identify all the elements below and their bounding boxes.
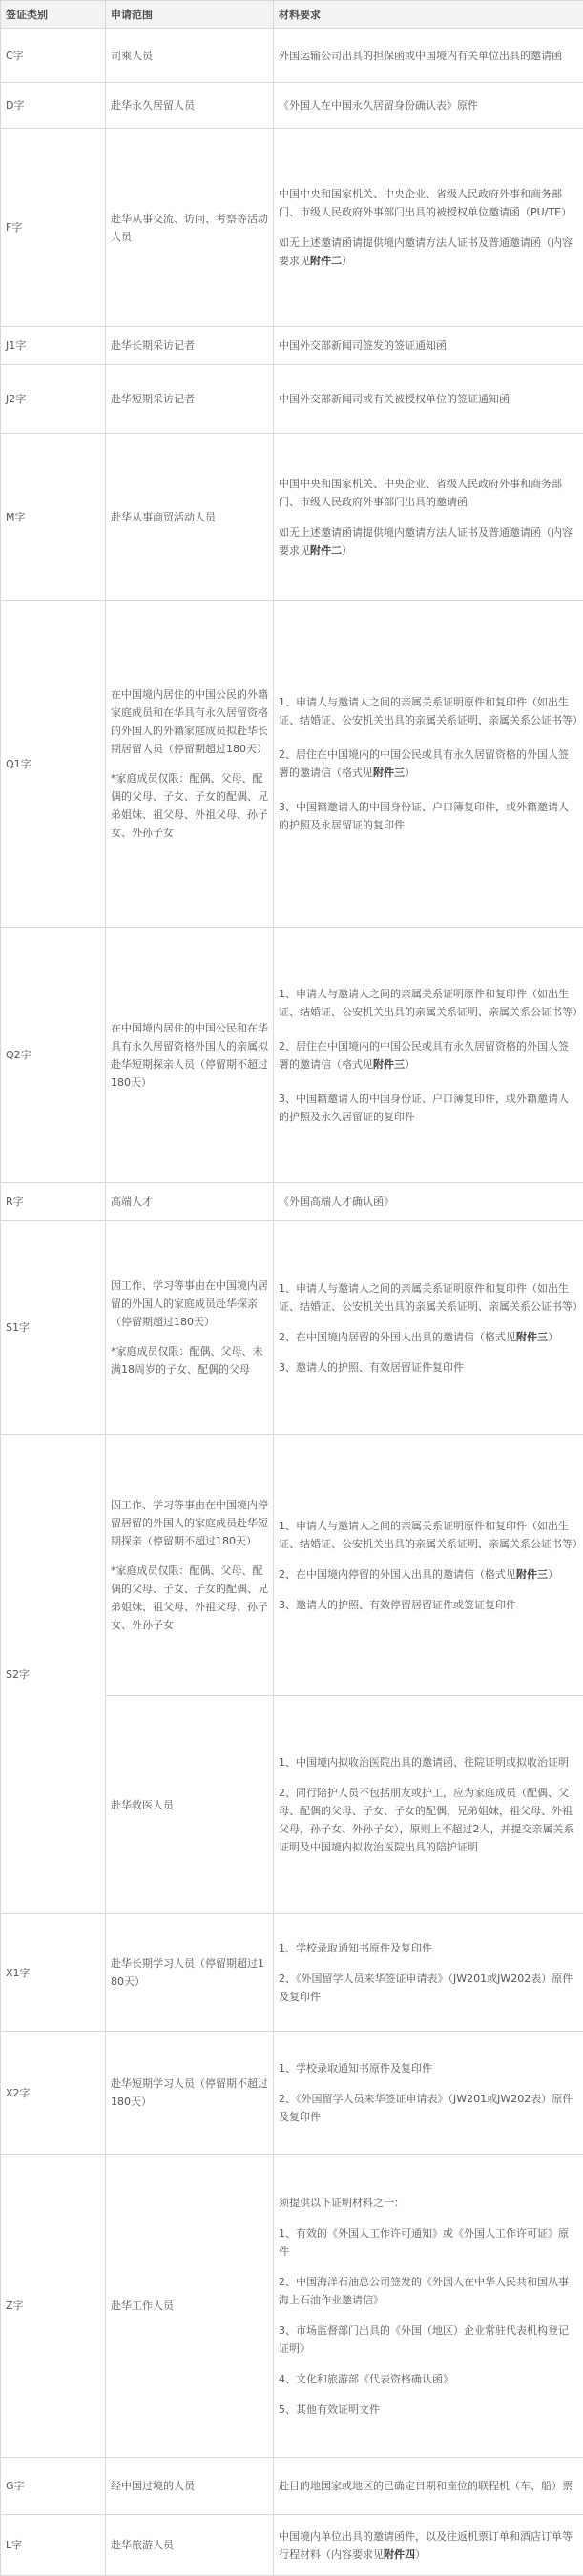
requirement-item: 5、其他有效证明文件 bbox=[279, 2401, 578, 2419]
material-requirements-cell bbox=[274, 129, 583, 327]
family-member-note: *家庭成员仅限：配偶、父母、配偶的父母、子女、子女的配偶、兄弟姐妹、祖父母、外祖父母、孙子女、外孙子女 bbox=[111, 769, 268, 842]
visa-category-cell: L字 bbox=[1, 2515, 106, 2576]
material-requirements-cell bbox=[274, 1696, 583, 1914]
table-row bbox=[1, 1183, 583, 1221]
material-requirements-cell: 《外国人在中国永久居留身份确认表》原件 bbox=[274, 83, 583, 129]
attachment-reference: 附件二 bbox=[310, 544, 342, 557]
attachment-reference: 附件四 bbox=[384, 2548, 415, 2561]
visa-category-cell: S1字 bbox=[1, 1221, 106, 1435]
family-member-note: *家庭成员仅限：配偶、父母、未满18周岁的子女、配偶的父母 bbox=[111, 1342, 268, 1379]
table-row bbox=[1, 2515, 583, 2576]
requirement-item: 3、中国籍邀请人的中国身份证、户口簿复印件，或外籍邀请人的护照及永居留证的复印件 bbox=[279, 798, 578, 834]
requirement-item: 1、申请人与邀请人之间的亲属关系证明原件和复印件（如出生证、结婚证、公安机关出具的亲属关系证明、亲属关系公证书等） bbox=[279, 1279, 578, 1316]
requirement-item: 3、邀请人的护照、有效停留居留证件或签证复印件 bbox=[279, 1596, 578, 1614]
table-row bbox=[1, 1435, 583, 1696]
requirement-item: 1、申请人与邀请人之间的亲属关系证明原件和复印件（如出生证、结婚证、公安机关出具的亲属关系证明、亲属关系公证书等） bbox=[279, 1517, 578, 1553]
table-row bbox=[1, 365, 583, 434]
visa-category-cell: Q2字 bbox=[1, 928, 106, 1183]
table-row bbox=[1, 601, 583, 928]
material-requirements-cell bbox=[274, 1435, 583, 1696]
material-requirements-cell: 外国运输公司出具的担保函或中国境内有关单位出具的邀请函 bbox=[274, 29, 583, 83]
requirement-item: 2、居住在中国境内的中国公民或具有永久居留资格的外国人签署的邀请信（格式见附件三） bbox=[279, 746, 578, 782]
application-scope-cell: 赴华永久居留人员 bbox=[106, 83, 274, 129]
material-requirements-cell bbox=[274, 2032, 583, 2155]
table-row bbox=[1, 928, 583, 1183]
visa-category-cell: S2字 bbox=[1, 1435, 106, 1914]
table-row bbox=[1, 29, 583, 83]
visa-category-cell: J1字 bbox=[1, 327, 106, 365]
requirement-item: 3、市场监督部门出具的《外国（地区）企业常驻代表机构登记证明》 bbox=[279, 2321, 578, 2358]
attachment-reference: 附件二 bbox=[310, 255, 342, 267]
header-material-requirements: 材料要求 bbox=[274, 1, 583, 29]
requirement-item: 4、文化和旅游部《代表资格确认函》 bbox=[279, 2370, 578, 2388]
requirement-item: 1、申请人与邀请人之间的亲属关系证明原件和复印件（如出生证、结婚证、公安机关出具的亲属关系证明、亲属关系公证书等） bbox=[279, 693, 578, 729]
application-scope-cell: 在中国境内居住的中国公民的外籍家庭成员和在华具有永久居留资格的外国人的外籍家庭成员拟赴华长期居留人员（停留期超过180天） *家庭成员仅限：配偶、父母、配偶的父母、子女、子女的配偶、兄弟姐妹、祖父母、外祖父母、孙子女、外孙子女 bbox=[106, 601, 274, 928]
table-header-row bbox=[1, 1, 583, 29]
material-requirements-cell bbox=[274, 928, 583, 1183]
application-scope-cell: 赴华长期学习人员（停留期超过180天） bbox=[106, 1914, 274, 2032]
application-scope-cell: 赴华短期学习人员（停留期不超过180天） bbox=[106, 2032, 274, 2155]
requirement-item: 2、居住在中国境内的中国公民或具有永久居留资格的外国人签署的邀请信（格式见附件三） bbox=[279, 1037, 578, 1073]
visa-category-cell: M字 bbox=[1, 434, 106, 601]
requirement-item: 1、申请人与邀请人之间的亲属关系证明原件和复印件（如出生证、结婚证、公安机关出具的亲属关系证明、亲属关系公证书等） bbox=[279, 985, 578, 1021]
requirement-item: 2、在中国境内停留的外国人出具的邀请信（格式见附件三） bbox=[279, 1565, 578, 1584]
application-scope-cell: 赴华救医人员 bbox=[106, 1696, 274, 1914]
material-requirements-cell bbox=[274, 2155, 583, 2458]
visa-category-cell: C字 bbox=[1, 29, 106, 83]
application-scope-cell: 赴华工作人员 bbox=[106, 2155, 274, 2458]
table-row bbox=[1, 1914, 583, 2032]
application-scope-cell: 高端人才 bbox=[106, 1183, 274, 1221]
requirement-item: 1、学校录取通知书原件及复印件 bbox=[279, 2059, 578, 2077]
requirement-item: 2、《外国留学人员来华签证申请表》（JW201或JW202表）原件及复印件 bbox=[279, 1970, 578, 2006]
requirement-intro: 须提供以下证明材料之一： bbox=[279, 2194, 578, 2212]
material-requirements-cell: 中国外交部新闻司或有关被授权单位的签证通知函 bbox=[274, 365, 583, 434]
attachment-reference: 附件三 bbox=[373, 767, 405, 779]
header-visa-category: 签证类别 bbox=[1, 1, 106, 29]
table-row bbox=[1, 2458, 583, 2515]
material-requirements-cell: 赴目的地国家或地区的已确定日期和座位的联程机（车、船）票 bbox=[274, 2458, 583, 2515]
visa-category-cell: R字 bbox=[1, 1183, 106, 1221]
application-scope-cell: 因工作、学习等事由在中国境内停留居留的外国人的家庭成员赴华短期探亲（停留期不超过180天） *家庭成员仅限：配偶、父母、配偶的父母、子女、子女的配偶、兄弟姐妹、祖父母、外祖父母、孙子女、外孙子女 bbox=[106, 1435, 274, 1696]
application-scope-cell: 赴华长期采访记者 bbox=[106, 327, 274, 365]
attachment-reference: 附件三 bbox=[373, 1058, 405, 1071]
requirement-item: 2、《外国留学人员来华签证申请表》（JW201或JW202表）原件及复印件 bbox=[279, 2090, 578, 2126]
material-requirements-cell bbox=[274, 601, 583, 928]
material-requirements-cell bbox=[274, 434, 583, 601]
visa-category-cell: Q1字 bbox=[1, 601, 106, 928]
requirement-item: 如无上述邀请函请提供境内邀请方法人证书及普通邀请函（内容要求见附件二） bbox=[279, 523, 578, 560]
requirement-item: 中国中央和国家机关、中央企业、省级人民政府外事和商务部门、市级人民政府外事部门出具的邀请函 bbox=[279, 475, 578, 511]
visa-category-cell: G字 bbox=[1, 2458, 106, 2515]
application-scope-cell: 赴华旅游人员 bbox=[106, 2515, 274, 2576]
requirement-item: 2、同行陪护人员不包括朋友或护工，应为家庭成员（配偶、父母、配偶的父母、子女、子女的配偶，兄弟姐妹，祖父母、外祖父母，孙子女、外孙子女），原则上不超过2人，并提交亲属关系证明及中国境内拟收治医院出具的陪护证明 bbox=[279, 1784, 578, 1856]
family-member-note: *家庭成员仅限：配偶、父母、配偶的父母、子女、子女的配偶、兄弟姐妹、祖父母、外祖父母、孙子女、外孙子女 bbox=[111, 1562, 268, 1634]
table-row bbox=[1, 2155, 583, 2458]
requirement-item: 2、中国海洋石油总公司签发的《外国人在中华人民共和国从事海上石油作业邀请信》 bbox=[279, 2273, 578, 2309]
application-scope-cell: 经中国过境的人员 bbox=[106, 2458, 274, 2515]
application-scope-cell: 赴华从事交流、访问、考察等活动人员 bbox=[106, 129, 274, 327]
visa-category-cell: Z字 bbox=[1, 2155, 106, 2458]
table-row bbox=[1, 327, 583, 365]
requirement-item: 1、有效的《外国人工作许可通知》或《外国人工作许可证》原件 bbox=[279, 2224, 578, 2260]
material-requirements-cell bbox=[274, 2515, 583, 2576]
requirement-item: 3、中国籍邀请人的中国身份证、户口簿复印件，或外籍邀请人的护照及永久居留证的复印件 bbox=[279, 1090, 578, 1126]
requirement-item: 中国境内单位出具的邀请函件，以及往返机票订单和酒店订单等行程材料（内容要求见附件四） bbox=[279, 2527, 578, 2564]
table-row bbox=[1, 2032, 583, 2155]
visa-category-cell: X2字 bbox=[1, 2032, 106, 2155]
material-requirements-cell bbox=[274, 1221, 583, 1435]
attachment-reference: 附件三 bbox=[516, 1568, 548, 1581]
visa-category-cell: X1字 bbox=[1, 1914, 106, 2032]
visa-category-cell: D字 bbox=[1, 83, 106, 129]
table-row bbox=[1, 1221, 583, 1435]
requirement-item: 中国中央和国家机关、中央企业、省级人民政府外事和商务部门、市级人民政府外事部门出具的被授权单位邀请函（PU/TE） bbox=[279, 185, 578, 221]
application-scope-cell: 因工作、学习等事由在中国境内居留的外国人的家庭成员赴华探亲（停留期超过180天） *家庭成员仅限：配偶、父母、未满18周岁的子女、配偶的父母 bbox=[106, 1221, 274, 1435]
application-scope-cell: 在中国境内居住的中国公民和在华具有永久居留资格外国人的亲属拟赴华短期探亲人员（停留期不超过180天） bbox=[106, 928, 274, 1183]
requirement-item: 3、邀请人的护照、有效居留证件复印件 bbox=[279, 1359, 578, 1377]
material-requirements-cell: 《外国高端人才确认函》 bbox=[274, 1183, 583, 1221]
table-row bbox=[1, 129, 583, 327]
requirement-item: 2、在中国境内居留的外国人出具的邀请信（格式见附件三） bbox=[279, 1328, 578, 1346]
application-scope-cell: 司乘人员 bbox=[106, 29, 274, 83]
material-requirements-cell: 中国外交部新闻司签发的签证通知函 bbox=[274, 327, 583, 365]
material-requirements-cell bbox=[274, 1914, 583, 2032]
visa-category-cell: F字 bbox=[1, 129, 106, 327]
table-row bbox=[1, 83, 583, 129]
requirement-item: 1、学校录取通知书原件及复印件 bbox=[279, 1939, 578, 1957]
table-row bbox=[1, 434, 583, 601]
application-scope-cell: 赴华从事商贸活动人员 bbox=[106, 434, 274, 601]
attachment-reference: 附件三 bbox=[516, 1331, 548, 1343]
header-application-scope: 申请范围 bbox=[106, 1, 274, 29]
application-scope-cell: 赴华短期采访记者 bbox=[106, 365, 274, 434]
requirement-item: 1、中国境内拟收治医院出具的邀请函、往院证明或拟收治证明 bbox=[279, 1753, 578, 1771]
visa-category-cell: J2字 bbox=[1, 365, 106, 434]
requirement-item: 如无上述邀请函请提供境内邀请方法人证书及普通邀请函（内容要求见附件二） bbox=[279, 234, 578, 270]
